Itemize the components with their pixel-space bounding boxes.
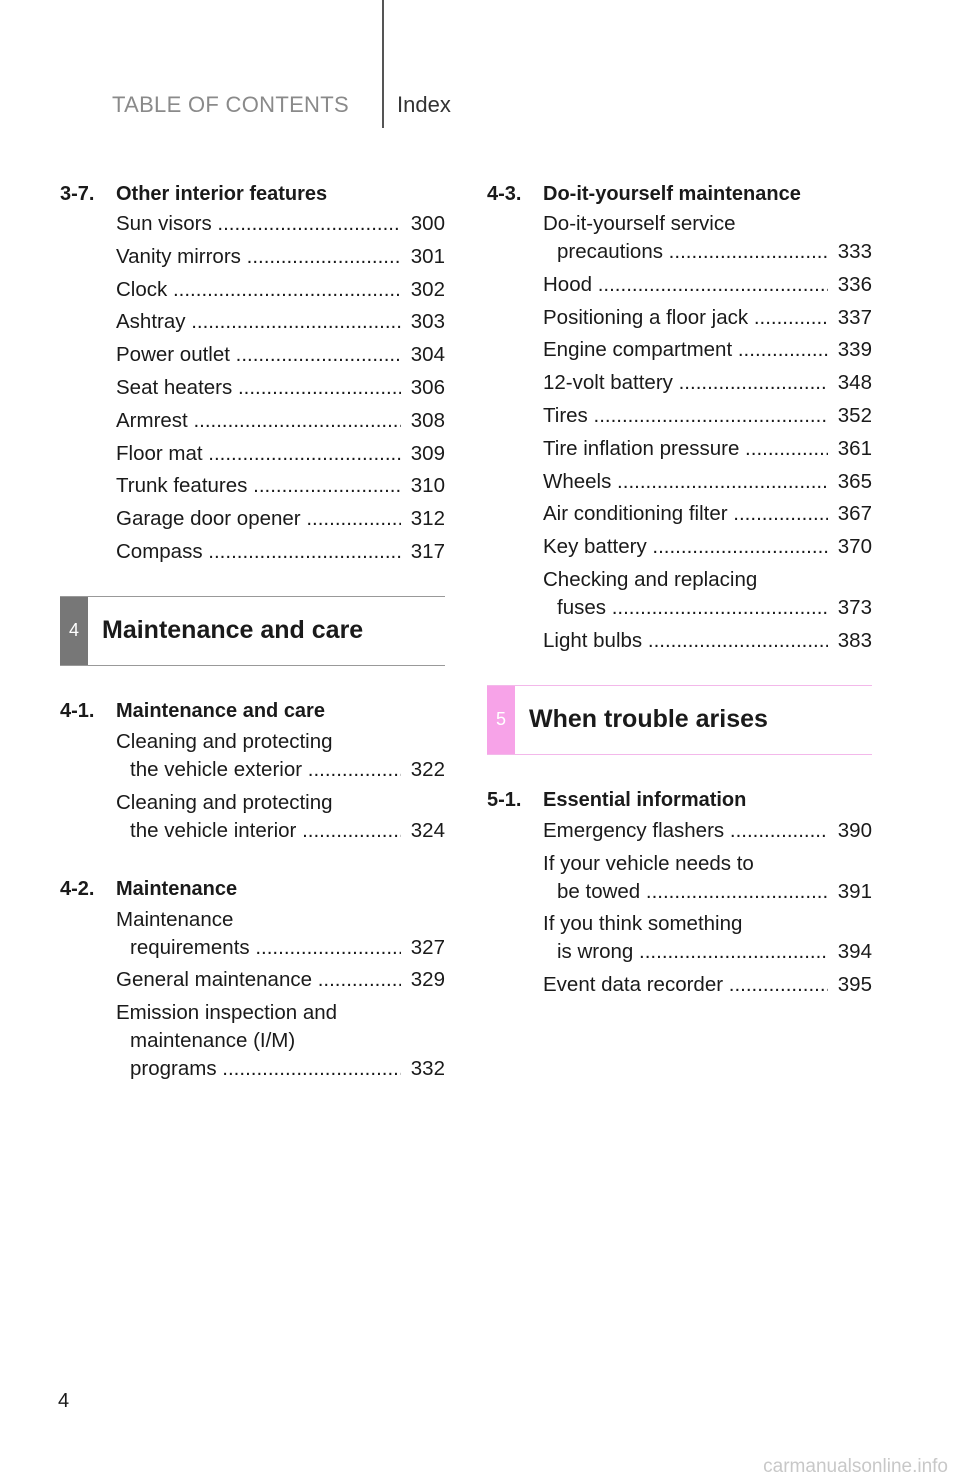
toc-entry[interactable] (116, 308, 445, 336)
entry-page-number: 352 (828, 402, 872, 430)
toc-entry[interactable] (116, 906, 445, 962)
left-column (60, 178, 445, 1088)
nav-divider (382, 0, 384, 128)
toc-entry[interactable] (543, 402, 872, 430)
chapter-5-header (487, 685, 872, 755)
entry-last-line (116, 1055, 445, 1083)
toc-entry[interactable] (543, 210, 872, 266)
section-title: Maintenance (116, 878, 238, 901)
entry-list (487, 210, 872, 655)
toc-entry[interactable] (116, 407, 445, 435)
nav-index[interactable]: Index (397, 92, 451, 117)
entry-last-line (543, 238, 872, 266)
entry-page-number: 391 (828, 878, 872, 906)
entry-title: Wheels ..... (543, 468, 828, 496)
entry-title-line1: Do-it-yourself service (543, 212, 736, 235)
entry-title-line: precautions ..... (557, 238, 828, 266)
nav-table-of-contents[interactable]: TABLE OF CONTENTS (112, 92, 349, 117)
entry-page-number: 367 (828, 500, 872, 528)
entry-title: Ashtray ..... (116, 308, 401, 336)
entry-page-number: 339 (828, 336, 872, 364)
section-title: Do-it-yourself maintenance (543, 182, 801, 205)
section-header (487, 785, 872, 817)
entry-title-line1: Checking and replacing (543, 567, 758, 591)
chapter-tab: 5 (487, 686, 515, 754)
entry-list (60, 906, 445, 1084)
toc-entry[interactable] (116, 210, 445, 238)
toc-entry[interactable] (116, 728, 445, 784)
entry-list (60, 728, 445, 845)
chapter-4-header (60, 596, 445, 666)
entry-title-line: the vehicle exterior ..... (130, 756, 401, 784)
entry-title: General maintenance ..... (116, 966, 401, 994)
toc-entry[interactable] (543, 817, 872, 845)
entry-title: Power outlet ..... (116, 341, 401, 369)
entry-page-number: 317 (401, 538, 445, 566)
entry-page-number: 300 (401, 210, 445, 238)
entry-page-number: 329 (401, 966, 445, 994)
toc-entry[interactable] (116, 243, 445, 271)
entry-title-line1: Emission inspection and (116, 1001, 338, 1025)
entry-title-line2: maintenance (I/M) (130, 1029, 296, 1053)
entry-title-line1: If you think something (543, 912, 743, 936)
entry-title-line1: If your vehicle needs to (543, 851, 754, 875)
entry-title: Sun visors ..... (116, 210, 401, 238)
entry-page-number: 310 (401, 472, 445, 500)
entry-page-number: 394 (828, 938, 872, 966)
section-header (60, 874, 445, 906)
entry-title: Key battery ..... (543, 533, 828, 561)
entry-page-number: 390 (828, 817, 872, 845)
toc-entry[interactable] (116, 999, 445, 1083)
entry-page-number: 301 (401, 243, 445, 271)
section-header (60, 178, 445, 210)
entry-page-number: 306 (401, 374, 445, 402)
section-number: 4-2. (60, 878, 95, 901)
watermark: carmanualsonline.info (763, 1456, 948, 1477)
section-number: 4-1. (60, 700, 95, 723)
toc-entry[interactable] (116, 789, 445, 845)
toc-entry[interactable] (543, 850, 872, 906)
section-title: Maintenance and care (116, 700, 325, 723)
entry-page-number: 324 (401, 817, 445, 845)
entry-page-number: 303 (401, 308, 445, 336)
entry-page-number: 302 (401, 276, 445, 304)
toc-entry[interactable] (543, 910, 872, 966)
entry-title-line1: Maintenance (116, 907, 234, 931)
entry-list (487, 817, 872, 999)
toc-entry[interactable] (543, 304, 872, 332)
chapter-title: Maintenance and care (102, 616, 364, 645)
entry-title: Positioning a floor jack ..... (543, 304, 828, 332)
entry-title: Clock ..... (116, 276, 401, 304)
entry-title-line: programs ..... (130, 1055, 401, 1083)
entry-title: Event data recorder ..... (543, 971, 828, 999)
toc-entry[interactable] (116, 966, 445, 994)
entry-title-line1: Cleaning and protecting (116, 729, 333, 753)
entry-last-line (116, 756, 445, 784)
toc-entry[interactable] (116, 374, 445, 402)
entry-title: Floor mat ..... (116, 440, 401, 468)
toc-entry[interactable] (116, 341, 445, 369)
section-number: 4-3. (487, 182, 522, 205)
entry-title-line: is wrong ..... (557, 938, 828, 966)
entry-title: Seat heaters ..... (116, 374, 401, 402)
section-number: 3-7. (60, 182, 95, 205)
entry-last-line (543, 878, 872, 906)
entry-last-line (116, 934, 445, 962)
entry-title-line1: Cleaning and protecting (116, 790, 333, 814)
entry-title-line: fuses ..... (557, 594, 828, 622)
entry-last-line (543, 938, 872, 966)
entry-page-number: 309 (401, 440, 445, 468)
entry-page-number: 348 (828, 369, 872, 397)
entry-page-number: 337 (828, 304, 872, 332)
entry-page-number: 304 (401, 341, 445, 369)
section-header (60, 696, 445, 728)
entry-title-line: requirements ..... (130, 934, 401, 962)
chapter-tab: 4 (60, 597, 88, 665)
entry-page-number: 395 (828, 971, 872, 999)
entry-title: Hood ..... (543, 271, 828, 299)
entry-page-number: 370 (828, 533, 872, 561)
toc-entry[interactable] (116, 505, 445, 533)
entry-title: Engine compartment ..... (543, 336, 828, 364)
entry-last-line (116, 817, 445, 845)
entry-page-number: 322 (401, 756, 445, 784)
section-header (487, 178, 872, 210)
toc-entry[interactable] (116, 276, 445, 304)
entry-title: Light bulbs ..... (543, 627, 828, 655)
entry-last-line (543, 594, 872, 622)
entry-page-number: 308 (401, 407, 445, 435)
toc-entry[interactable] (543, 566, 872, 622)
toc-entry[interactable] (543, 468, 872, 496)
entry-page-number: 336 (828, 271, 872, 299)
entry-list (60, 210, 445, 566)
toc-entry[interactable] (543, 627, 872, 655)
entry-title: 12-volt battery ..... (543, 369, 828, 397)
entry-page-number: 383 (828, 627, 872, 655)
entry-page-number: 312 (401, 505, 445, 533)
entry-page-number: 373 (828, 594, 872, 622)
entry-title: Air conditioning filter ..... (543, 500, 828, 528)
entry-title: Vanity mirrors ..... (116, 243, 401, 271)
toc-entry[interactable] (116, 440, 445, 468)
section-number: 5-1. (487, 789, 522, 812)
toc-entry[interactable] (543, 500, 872, 528)
entry-title-line: the vehicle interior ..... (130, 817, 401, 845)
toc-entry[interactable] (543, 336, 872, 364)
toc-entry[interactable] (116, 538, 445, 566)
entry-title: Garage door opener ..... (116, 505, 401, 533)
entry-page-number: 333 (828, 238, 872, 266)
entry-title: Tires ..... (543, 402, 828, 430)
entry-title: Trunk features ..... (116, 472, 401, 500)
entry-page-number: 365 (828, 468, 872, 496)
entry-title: Tire inflation pressure ..... (543, 435, 828, 463)
section-title: Other interior features (116, 182, 328, 205)
entry-title: Armrest ..... (116, 407, 401, 435)
toc-entry[interactable] (543, 271, 872, 299)
toc-entry[interactable] (543, 369, 872, 397)
chapter-title: When trouble arises (529, 705, 768, 734)
section-title: Essential information (543, 789, 747, 812)
entry-title-line: be towed ..... (557, 878, 828, 906)
entry-page-number: 361 (828, 435, 872, 463)
entry-title: Emergency flashers ..... (543, 817, 828, 845)
toc-entry[interactable] (543, 971, 872, 999)
page-number: 4 (58, 1390, 70, 1412)
entry-page-number: 327 (401, 934, 445, 962)
toc-entry[interactable] (543, 435, 872, 463)
toc-entry[interactable] (116, 472, 445, 500)
entry-title: Compass ..... (116, 538, 401, 566)
toc-entry[interactable] (543, 533, 872, 561)
entry-page-number: 332 (401, 1055, 445, 1083)
right-column (487, 178, 872, 1004)
